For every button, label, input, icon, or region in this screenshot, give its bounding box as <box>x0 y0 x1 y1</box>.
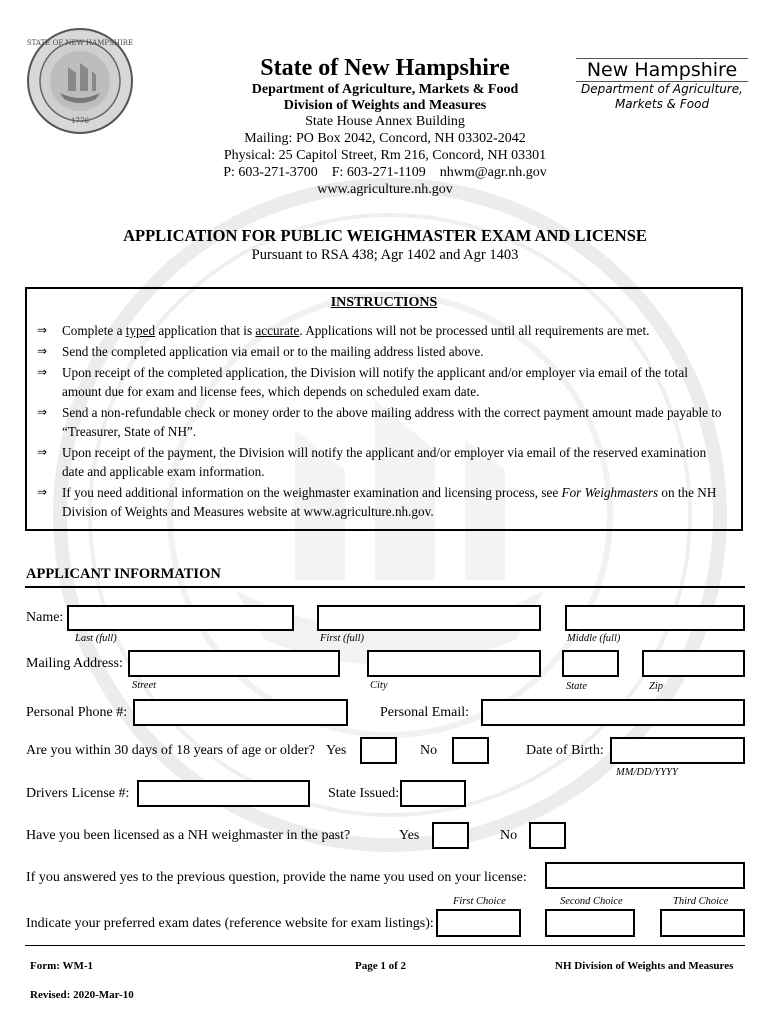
state-issued-label: State Issued: <box>328 786 400 801</box>
street-caption: Street <box>132 680 157 691</box>
state-issued-field[interactable] <box>400 780 466 807</box>
svg-text:STATE OF NEW HAMPSHIRE: STATE OF NEW HAMPSHIRE <box>26 39 134 47</box>
phone-field[interactable] <box>133 699 348 726</box>
form-title: APPLICATION FOR PUBLIC WEIGHMASTER EXAM AND LICENSE <box>123 226 647 245</box>
department-name: Department of Agriculture, Markets & Food <box>251 82 519 97</box>
instructions-box <box>25 287 743 531</box>
applicant-info-heading: APPLICANT INFORMATION <box>26 566 221 582</box>
licensed-no-checkbox[interactable] <box>529 822 566 849</box>
last-name-field[interactable] <box>67 605 294 631</box>
last-name-caption: Last (full) <box>75 633 117 644</box>
email-label: Personal Email: <box>380 705 470 720</box>
age-yes-checkbox[interactable] <box>360 737 397 764</box>
age-yes-label: Yes <box>326 743 347 758</box>
instruction-text: Send the completed application via email or to the mailing address listed above. <box>62 344 484 359</box>
middle-name-caption: Middle (full) <box>567 633 621 644</box>
name-label: Name: <box>26 610 64 625</box>
footer-page-number: Page 1 of 2 <box>355 960 407 972</box>
instructions-heading: INSTRUCTIONS <box>330 295 438 310</box>
state-field[interactable] <box>562 650 619 677</box>
exam-second-choice-field[interactable] <box>545 909 635 937</box>
city-caption: City <box>370 680 388 691</box>
third-choice-caption: Third Choice <box>673 896 729 907</box>
website: www.agriculture.nh.gov <box>317 182 453 197</box>
section-divider <box>25 586 745 588</box>
instruction-text: Upon receipt of the completed application, the Division will notify the applicant and/or employer via email of the total amount due for exam and license fees, which depends on scheduled exam date. <box>62 365 688 399</box>
phone-label: Personal Phone #: <box>26 705 128 720</box>
email-field[interactable] <box>481 699 745 726</box>
age-no-label: No <box>420 743 438 758</box>
arrow-icon: ⇒ <box>37 365 48 379</box>
logo-line-2: Markets & Food <box>614 97 710 111</box>
age-no-checkbox[interactable] <box>452 737 489 764</box>
division-name: Division of Weights and Measures <box>283 98 487 113</box>
arrow-icon: ⇒ <box>37 323 48 337</box>
state-seal-icon <box>26 27 134 135</box>
licensed-yes-checkbox[interactable] <box>432 822 469 849</box>
second-choice-caption: Second Choice <box>560 896 623 907</box>
previous-name-field[interactable] <box>545 862 745 889</box>
zip-field[interactable] <box>642 650 745 677</box>
physical-address: Physical: 25 Capitol Street, Rm 216, Concord, NH 03301 <box>223 148 547 163</box>
footer-form-id: Form: WM-1 <box>30 960 94 972</box>
first-name-field[interactable] <box>317 605 541 631</box>
age-question: Are you within 30 days of 18 years of age or older? <box>26 743 315 758</box>
logo-title: New Hampshire <box>586 59 738 81</box>
arrow-icon: ⇒ <box>37 485 48 499</box>
exam-third-choice-field[interactable] <box>660 909 745 937</box>
middle-name-field[interactable] <box>565 605 745 631</box>
dob-field[interactable] <box>610 737 745 764</box>
form-subtitle: Pursuant to RSA 438; Agr 1402 and Agr 1403 <box>251 247 519 263</box>
instruction-text: If you need additional information on the weighmaster examination and licensing process, see For Weighmasters on the NH Division of Weights and Measures website at www.agriculture.nh.gov. <box>62 485 717 519</box>
zip-caption: Zip <box>649 681 664 692</box>
licensed-question: Have you been licensed as a NH weighmaster in the past? <box>26 828 351 843</box>
building-name: State House Annex Building <box>305 114 465 129</box>
footer-divider <box>25 945 745 946</box>
drivers-license-label: Drivers License #: <box>26 786 130 801</box>
exam-dates-label: Indicate your preferred exam dates (reference website for exam listings): <box>26 916 434 931</box>
arrow-icon: ⇒ <box>37 445 48 459</box>
footer-revised: Revised: 2020-Mar-10 <box>30 989 134 1001</box>
licensed-no-label: No <box>500 828 518 843</box>
state-caption: State <box>566 681 587 692</box>
instruction-text: Complete a typed application that is accurate. Applications will not be processed until all requirements are met. <box>62 323 650 338</box>
footer-division: NH Division of Weights and Measures <box>555 960 734 972</box>
logo-line-1: Department of Agriculture, <box>581 82 743 96</box>
instruction-text: Send a non-refundable check or money order to the above mailing address with the correct payment amount made payable to “Treasurer, State of NH”. <box>62 405 722 439</box>
drivers-license-field[interactable] <box>137 780 310 807</box>
licensed-yes-label: Yes <box>399 828 420 843</box>
instruction-text: Upon receipt of the payment, the Division will notify the applicant and/or employer via email of the reserved examination date and applicable exam information. <box>62 445 707 479</box>
contact-info: P: 603-271-3700 F: 603-271-1109 nhwm@agr.nh.gov <box>223 165 547 180</box>
arrow-icon: ⇒ <box>37 344 48 358</box>
first-choice-caption: First Choice <box>453 896 506 907</box>
exam-first-choice-field[interactable] <box>436 909 521 937</box>
city-field[interactable] <box>367 650 541 677</box>
dob-format-caption: MM/DD/YYYY <box>616 767 678 778</box>
state-title: State of New Hampshire <box>260 55 510 81</box>
previous-name-question: If you answered yes to the previous question, provide the name you used on your license: <box>26 870 527 885</box>
svg-text:1776: 1776 <box>71 117 89 125</box>
arrow-icon: ⇒ <box>37 405 48 419</box>
agency-logo <box>576 58 748 112</box>
mailing-address-label: Mailing Address: <box>26 656 123 671</box>
dob-label: Date of Birth: <box>526 743 604 758</box>
street-field[interactable] <box>128 650 340 677</box>
mailing-address: Mailing: PO Box 2042, Concord, NH 03302-2042 <box>244 131 526 146</box>
first-name-caption: First (full) <box>320 633 365 644</box>
